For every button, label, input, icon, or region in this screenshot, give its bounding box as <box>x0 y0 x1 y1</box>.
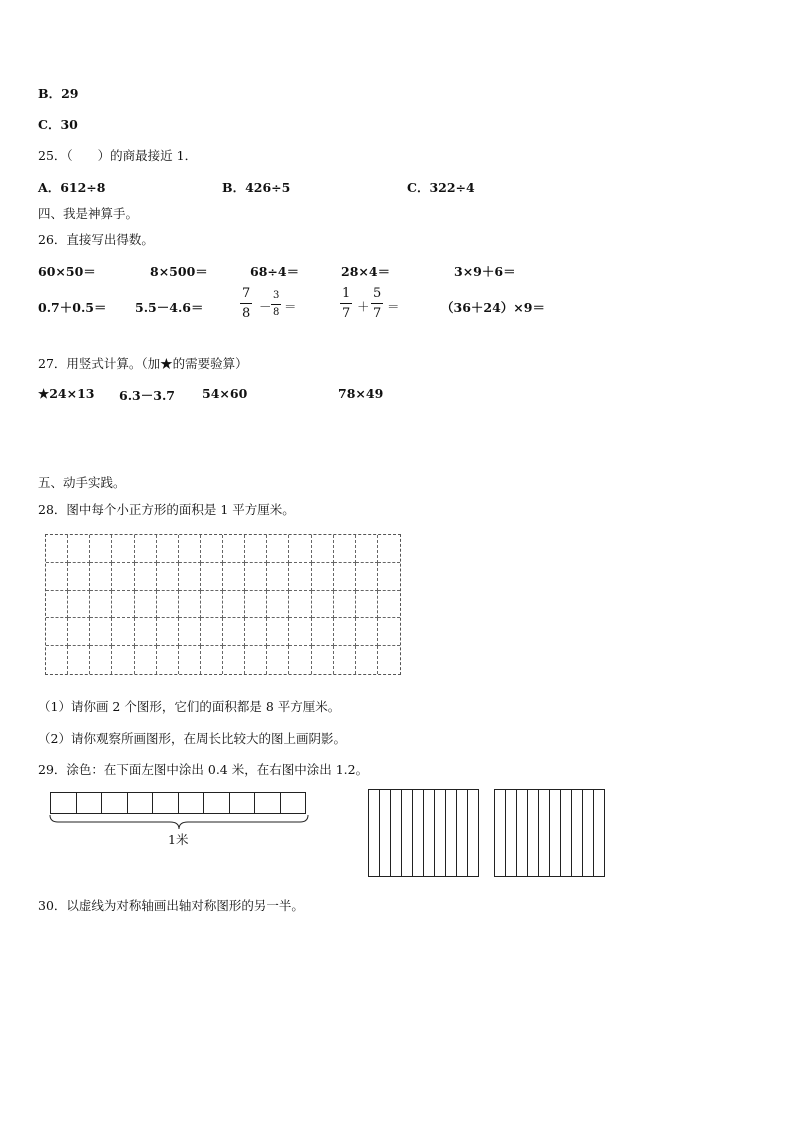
grid-cell <box>68 618 90 646</box>
grid-cell <box>356 618 378 646</box>
grid-cell <box>112 563 134 591</box>
grid-cell <box>267 535 289 563</box>
grid-cell <box>289 591 311 619</box>
rect-column <box>369 790 380 876</box>
grid-cell <box>135 563 157 591</box>
grid-cell <box>223 591 245 619</box>
q28-sub2: （2）请你观察所画图形，在周长比较大的图上画阴影。 <box>38 731 346 746</box>
grid-cell <box>46 646 68 674</box>
q26-expr: 68÷4＝ <box>250 264 300 279</box>
grid-cell <box>90 618 112 646</box>
rect-column <box>517 790 528 876</box>
grid-cell <box>68 535 90 563</box>
brace-icon <box>48 814 310 830</box>
grid-cell <box>334 535 356 563</box>
q28-stem: 28．图中每个小正方形的面积是 1 平方厘米。 <box>38 502 295 517</box>
grid-cell <box>135 591 157 619</box>
strip-segment <box>153 793 179 813</box>
grid-cell <box>223 646 245 674</box>
q26-expr: 60×50＝ <box>38 264 96 279</box>
q25-option-b: B．426÷5 <box>222 180 291 195</box>
fraction-denominator: 8 <box>273 307 280 318</box>
fraction-operator: ＋ <box>357 299 370 314</box>
rect-column <box>435 790 446 876</box>
grid-cell <box>334 646 356 674</box>
q26-expr: 8×500＝ <box>150 264 208 279</box>
grid-cell <box>245 535 267 563</box>
grid-cell <box>378 646 400 674</box>
grid-cell <box>245 591 267 619</box>
grid-cell <box>289 563 311 591</box>
grid-cell <box>179 535 201 563</box>
grid-cell <box>112 591 134 619</box>
dashed-square-grid <box>45 534 401 675</box>
q25-option-a: A．612÷8 <box>38 180 106 195</box>
fraction-7-8 <box>240 287 252 320</box>
grid-cell <box>179 618 201 646</box>
grid-cell <box>378 618 400 646</box>
grid-cell <box>223 618 245 646</box>
grid-cell <box>46 618 68 646</box>
fraction-numerator: 1 <box>340 287 352 304</box>
rect-column <box>583 790 594 876</box>
rect-column <box>457 790 468 876</box>
q26-stem: 26．直接写出得数。 <box>38 232 154 247</box>
fraction-denominator: 7 <box>373 306 382 321</box>
grid-cell <box>46 535 68 563</box>
grid-cell <box>46 591 68 619</box>
grid-cell <box>356 646 378 674</box>
strip-segment <box>255 793 281 813</box>
q27-item: 54×60 <box>202 386 248 401</box>
q26-expr: 0.7＋0.5＝ <box>38 300 107 315</box>
grid-cell <box>112 618 134 646</box>
grid-cell <box>312 535 334 563</box>
grid-cell <box>312 563 334 591</box>
grid-cell <box>267 563 289 591</box>
fraction-numerator: 3 <box>271 291 281 305</box>
grid-cell <box>245 563 267 591</box>
q27-item: 6.3－3.7 <box>119 388 175 403</box>
section4-title: 四、我是神算手。 <box>38 206 139 221</box>
rect-column <box>424 790 435 876</box>
grid-cell <box>378 563 400 591</box>
grid-cell <box>223 563 245 591</box>
grid-cell <box>112 646 134 674</box>
strip-segment <box>204 793 230 813</box>
grid-cell <box>245 646 267 674</box>
fraction-equals: ＝ <box>387 299 400 314</box>
strip-segment <box>179 793 205 813</box>
grid-cell <box>289 646 311 674</box>
rect-column <box>495 790 506 876</box>
grid-cell <box>135 646 157 674</box>
q24-option-b: B．29 <box>38 86 79 101</box>
grid-cell <box>179 563 201 591</box>
rect-column <box>594 790 604 876</box>
grid-cell <box>201 618 223 646</box>
fraction-denominator: 7 <box>342 306 351 321</box>
q29-stem: 29．涂色：在下面左图中涂出 0.4 米，在右图中涂出 1.2。 <box>38 762 369 777</box>
fraction-numerator: 7 <box>240 287 252 304</box>
grid-cell <box>201 646 223 674</box>
rect-column <box>446 790 457 876</box>
rect-column <box>506 790 517 876</box>
grid-cell <box>334 618 356 646</box>
section5-title: 五、动手实践。 <box>38 475 126 490</box>
grid-cell <box>201 535 223 563</box>
grid-cell <box>90 591 112 619</box>
meter-strip <box>50 792 306 814</box>
q26-expr: 5.5－4.6＝ <box>135 300 204 315</box>
fraction-equals: ＝ <box>284 299 297 314</box>
rect-column <box>561 790 572 876</box>
q26-expr: （36＋24）×9＝ <box>441 300 545 315</box>
rect-column <box>391 790 402 876</box>
grid-cell <box>90 563 112 591</box>
strip-segment <box>128 793 154 813</box>
strip-segment <box>51 793 77 813</box>
grid-cell <box>90 535 112 563</box>
rect-column <box>380 790 391 876</box>
grid-cell <box>68 591 90 619</box>
grid-cell <box>267 591 289 619</box>
grid-cell <box>356 563 378 591</box>
q28-sub1: （1）请你画 2 个图形，它们的面积都是 8 平方厘米。 <box>38 699 341 714</box>
rect-column <box>468 790 478 876</box>
grid-cell <box>378 591 400 619</box>
grid-cell <box>378 535 400 563</box>
grid-cell <box>201 591 223 619</box>
grid-cell <box>201 563 223 591</box>
q25-option-c: C．322÷4 <box>407 180 475 195</box>
rect-column <box>402 790 413 876</box>
grid-cell <box>112 535 134 563</box>
q26-expr: 28×4＝ <box>341 264 391 279</box>
q27-item: 78×49 <box>338 386 384 401</box>
q27-item: ★24×13 <box>38 386 95 401</box>
grid-cell <box>157 646 179 674</box>
fraction-denominator: 8 <box>242 306 251 321</box>
fraction-5-7 <box>371 287 383 320</box>
grid-cell <box>135 618 157 646</box>
grid-cell <box>267 646 289 674</box>
fraction-numerator: 5 <box>371 287 383 304</box>
grid-cell <box>245 618 267 646</box>
grid-cell <box>46 563 68 591</box>
grid-cell <box>90 646 112 674</box>
rect-column <box>413 790 424 876</box>
rect-column <box>550 790 561 876</box>
rect-column <box>539 790 550 876</box>
strip-label: 1米 <box>168 832 189 847</box>
grid-cell <box>356 535 378 563</box>
grid-cell <box>157 591 179 619</box>
grid-cell <box>267 618 289 646</box>
grid-cell <box>68 563 90 591</box>
grid-cell <box>334 563 356 591</box>
grid-cell <box>157 535 179 563</box>
grid-cell <box>312 618 334 646</box>
grid-cell <box>179 591 201 619</box>
strip-segment <box>102 793 128 813</box>
grid-cell <box>157 563 179 591</box>
q27-stem: 27．用竖式计算。（加★的需要验算） <box>38 356 248 371</box>
grid-cell <box>312 646 334 674</box>
column-rectangle-right <box>494 789 605 877</box>
fraction-1-7 <box>340 287 352 320</box>
strip-segment <box>281 793 306 813</box>
grid-cell <box>289 618 311 646</box>
strip-segment <box>77 793 103 813</box>
grid-cell <box>157 618 179 646</box>
grid-cell <box>356 591 378 619</box>
column-rectangle-left <box>368 789 479 877</box>
fraction-operator: － <box>259 299 272 314</box>
q25-stem: 25．（ ）的商最接近 1． <box>38 148 198 163</box>
fraction-3-8 <box>271 291 281 318</box>
grid-cell <box>68 646 90 674</box>
rect-column <box>572 790 583 876</box>
grid-cell <box>135 535 157 563</box>
q24-option-c: C．30 <box>38 117 78 132</box>
grid-cell <box>312 591 334 619</box>
grid-cell <box>289 535 311 563</box>
q26-expr: 3×9＋6＝ <box>454 264 516 279</box>
grid-cell <box>334 591 356 619</box>
grid-cell <box>179 646 201 674</box>
strip-segment <box>230 793 256 813</box>
grid-cell <box>223 535 245 563</box>
rect-column <box>528 790 539 876</box>
q30-stem: 30．以虚线为对称轴画出轴对称图形的另一半。 <box>38 898 304 913</box>
